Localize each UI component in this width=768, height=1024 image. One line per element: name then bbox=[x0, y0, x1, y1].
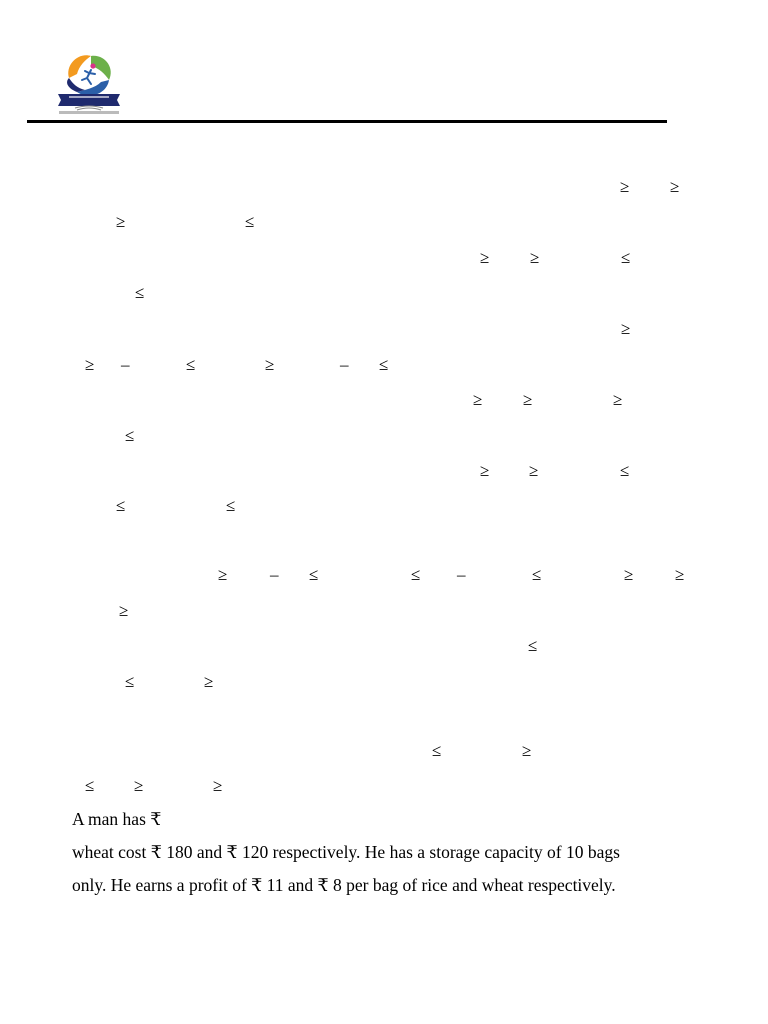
leq-symbol: ≤ bbox=[379, 355, 389, 374]
leq-symbol: ≤ bbox=[432, 741, 442, 760]
minus-symbol: – bbox=[270, 565, 279, 584]
geq-symbol: ≥ bbox=[675, 565, 685, 584]
geq-symbol: ≥ bbox=[621, 319, 631, 338]
problem-text-line-3: only. He earns a profit of ₹ 11 and ₹ 8 per bag of rice and wheat respectively. bbox=[72, 875, 616, 895]
leq-symbol: ≤ bbox=[528, 636, 538, 655]
geq-symbol: ≥ bbox=[473, 390, 483, 409]
geq-symbol: ≥ bbox=[204, 672, 214, 691]
geq-symbol: ≥ bbox=[116, 212, 126, 231]
leq-symbol: ≤ bbox=[245, 212, 255, 231]
geq-symbol: ≥ bbox=[670, 177, 680, 196]
leq-symbol: ≤ bbox=[621, 248, 631, 267]
geq-symbol: ≥ bbox=[480, 248, 490, 267]
leq-symbol: ≤ bbox=[532, 565, 542, 584]
leq-symbol: ≤ bbox=[620, 461, 630, 480]
header-rule bbox=[27, 120, 667, 123]
geq-symbol: ≥ bbox=[213, 776, 223, 795]
leq-symbol: ≤ bbox=[125, 426, 135, 445]
geq-symbol: ≥ bbox=[620, 177, 630, 196]
geq-symbol: ≥ bbox=[480, 461, 490, 480]
minus-symbol: – bbox=[340, 355, 349, 374]
institution-logo bbox=[55, 44, 123, 116]
geq-symbol: ≥ bbox=[218, 565, 228, 584]
problem-text-line-1: A man has ₹ bbox=[72, 809, 162, 829]
leq-symbol: ≤ bbox=[186, 355, 196, 374]
geq-symbol: ≥ bbox=[530, 248, 540, 267]
leq-symbol: ≤ bbox=[135, 283, 145, 302]
problem-text-line-2: wheat cost ₹ 180 and ₹ 120 respectively. He has a storage capacity of 10 bags bbox=[72, 842, 620, 862]
geq-symbol: ≥ bbox=[265, 355, 275, 374]
leq-symbol: ≤ bbox=[226, 496, 236, 515]
minus-symbol: – bbox=[457, 565, 466, 584]
geq-symbol: ≥ bbox=[624, 565, 634, 584]
leq-symbol: ≤ bbox=[309, 565, 319, 584]
leq-symbol: ≤ bbox=[85, 776, 95, 795]
geq-symbol: ≥ bbox=[134, 776, 144, 795]
minus-symbol: – bbox=[121, 355, 130, 374]
geq-symbol: ≥ bbox=[522, 741, 532, 760]
geq-symbol: ≥ bbox=[119, 601, 129, 620]
geq-symbol: ≥ bbox=[529, 461, 539, 480]
geq-symbol: ≥ bbox=[85, 355, 95, 374]
geq-symbol: ≥ bbox=[523, 390, 533, 409]
leq-symbol: ≤ bbox=[411, 565, 421, 584]
leq-symbol: ≤ bbox=[125, 672, 135, 691]
geq-symbol: ≥ bbox=[613, 390, 623, 409]
leq-symbol: ≤ bbox=[116, 496, 126, 515]
